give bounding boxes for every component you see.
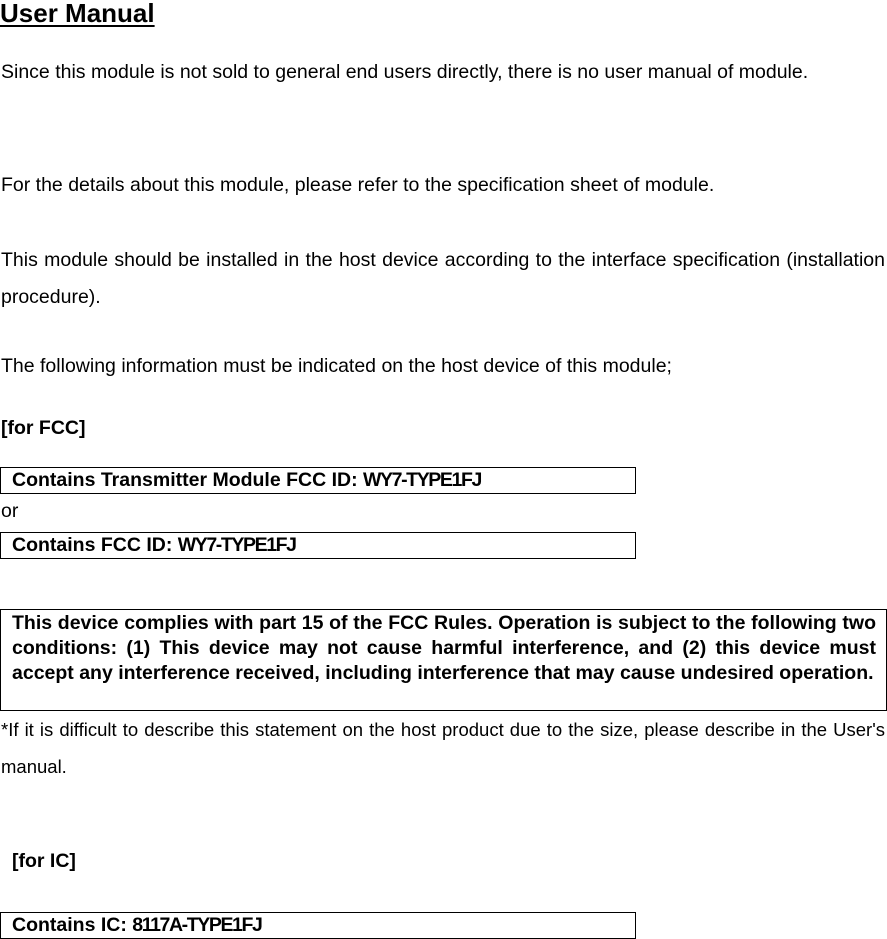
paragraph-installation: This module should be installed in the host device according to the interface specification (installation procedure). <box>1 249 885 308</box>
ic-id-value: 8117A-TYPE1FJ <box>132 914 262 936</box>
fcc-heading: [for FCC] <box>1 417 86 439</box>
fcc-label-short-prefix: Contains FCC ID: <box>12 534 178 556</box>
or-separator: or <box>1 500 19 522</box>
ic-heading: [for IC] <box>12 850 76 872</box>
paragraph-no-user-manual: Since this module is not sold to general end users directly, there is no user manual of module. <box>1 61 809 83</box>
page-title: User Manual <box>0 0 155 28</box>
fcc-id-value: WY7-TYPE1FJ <box>363 469 481 491</box>
ic-label <box>0 912 636 939</box>
fcc-label-transmitter-module <box>0 467 636 494</box>
fcc-id-value: WY7-TYPE1FJ <box>177 534 296 556</box>
fcc-label-short <box>0 532 636 559</box>
fcc-compliance-statement: This device complies with part 15 of the FCC Rules. Operation is subject to the following two conditions: (1) This device may not cause harmful interference, and (2) this device must accept any interference received, including interference that may cause undesired operation. <box>0 609 887 711</box>
fcc-statement-note: *If it is difficult to describe this statement on the host product due to the size, please describe in the User's manual. <box>1 719 885 777</box>
paragraph-host-indication: The following information must be indicated on the host device of this module; <box>1 355 672 377</box>
paragraph-specification-sheet: For the details about this module, please refer to the specification sheet of module. <box>1 174 715 196</box>
fcc-label-transmitter-module-prefix: Contains Transmitter Module FCC ID: <box>12 469 364 491</box>
ic-label-prefix: Contains IC: <box>12 914 133 936</box>
